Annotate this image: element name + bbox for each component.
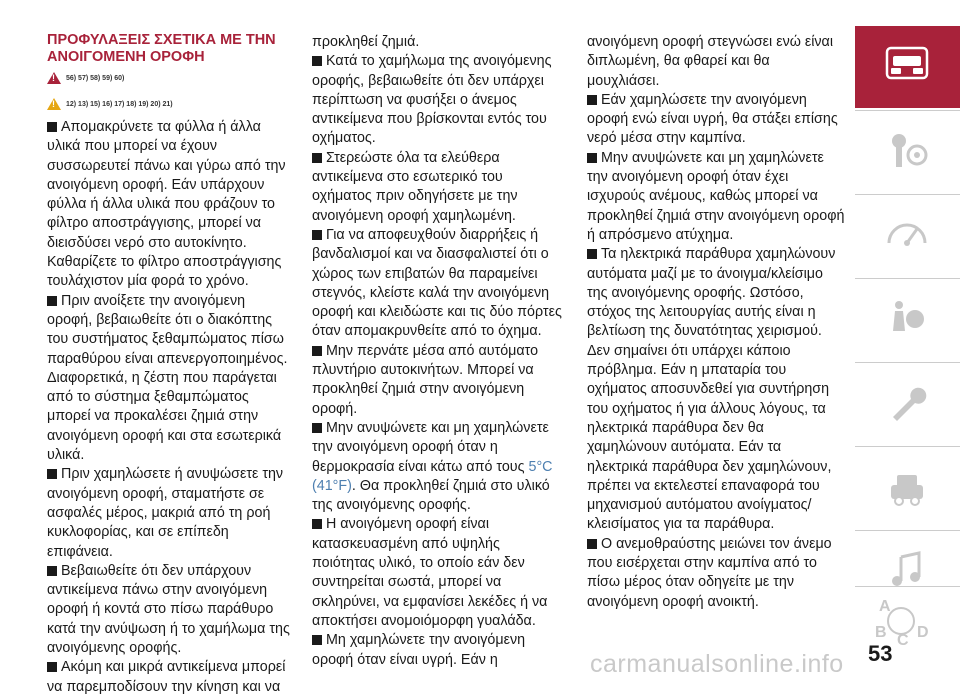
key-steering-icon	[885, 129, 929, 173]
warning-refs-red	[47, 72, 124, 84]
tab-wrench-tools[interactable]	[855, 362, 960, 445]
paragraph: Τα ηλεκτρικά παράθυρα χαμηλώνουν αυτόματα μαζί με το άνοιγμα/κλείσιμο της ανοιγόμενης οροφής. Ωστόσο, στόχος της λειτουργίας αυτής είναι η βελτίωση της δυνατότητας χειρισμού. Δεν σημαίνει ότι υπάρχει κάποιο πρόβλημα. Εάν η μπαταρία του οχήματος αποσυνδεθεί για συντήρηση του οχήματος ή για άλλους λόγους, τα ηλεκτρικά παράθυρα δεν θα χαμηλώνουν αυτόματα. Εάν τα ηλεκτρικά παράθυρα δεν χαμηλώνουν, πρέπει να εκτελεστεί επαναφορά του μηχανισμού αυτόματου ανοίγματος/κλεισίματος για τα παράθυρα.	[587, 246, 836, 533]
paragraph: Μην ανυψώνετε και μη χαμηλώνετε την ανοιγόμενη οροφή όταν η θερμοκρασία είναι κάτω από τους 5°C (41°F). Θα προκληθεί ζημιά στο υλικό της ανοιγόμενης οροφής.	[312, 419, 553, 514]
warning-refs-text: 56) 57) 58) 59) 60)	[66, 74, 125, 82]
svg-text:B: B	[875, 624, 887, 641]
caution-triangle-icon	[47, 98, 61, 110]
temperature-unit: 5°C (41°F)	[312, 458, 553, 494]
car-interior-icon	[885, 44, 929, 84]
bullet-square-icon	[587, 153, 597, 163]
bullet-square-icon	[47, 662, 57, 672]
paragraph: Κατά το χαμήλωμα της ανοιγόμενης οροφής, βεβαιωθείτε ότι δεν υπάρχει περίπτωση να φυσήξει ο άνεμος αντικείμενα που βρίσκονται εντός του οχήματος.	[312, 53, 552, 147]
caution-refs-yellow	[47, 98, 173, 110]
paragraph: Μη χαμηλώνετε την ανοιγόμενη οροφή όταν είναι υγρή. Εάν η	[312, 632, 526, 668]
paragraph: Ο ανεμοθραύστης μειώνει τον άνεμο που εισέρχεται στην καμπίνα από το πίσω μέρος όταν οδηγείτε με την ανοιγόμενη οροφή ανοικτή.	[587, 535, 832, 610]
svg-text:A: A	[879, 598, 891, 615]
tab-maintenance[interactable]	[855, 446, 960, 529]
bullet-square-icon	[47, 566, 57, 576]
bullet-square-icon	[587, 249, 597, 259]
paragraph: Πριν χαμηλώσετε ή ανυψώσετε την ανοιγόμενη οροφή, σταματήστε σε ασφαλές μέρος, μακριά από τη ροή κυκλοφορίας, και σε επίπεδη επιφάνεια.	[47, 466, 284, 560]
paragraph: Μην ανυψώνετε και μη χαμηλώνετε την ανοιγόμενη οροφή όταν έχει ισχυρούς ανέμους, καθώς μπορεί να προκληθεί ζημιά στην ανοιγόμενη οροφή ή απρόσμενο ατύχημα.	[587, 149, 845, 243]
bullet-square-icon	[312, 56, 322, 66]
text-column-3	[587, 33, 845, 612]
paragraph: Εάν χαμηλώσετε την ανοιγόμενη οροφή ενώ είναι υγρή, θα στάξει επίσης νερό μέσα στην καμπίνα.	[587, 91, 838, 147]
watermark: carmanualsonline.info	[590, 650, 844, 678]
paragraph: Μην περνάτε μέσα από αυτόματο πλυντήριο αυτοκινήτων. Μπορεί να προκληθεί ζημιά στην ανοιγόμενη οροφή.	[312, 342, 539, 417]
maintenance-icon	[885, 465, 929, 509]
paragraph: ανοιγόμενη οροφή στεγνώσει ενώ είναι διπλωμένη, θα φθαρεί και θα μουχλιάσει.	[587, 34, 833, 89]
bullet-square-icon	[312, 153, 322, 163]
tab-dashboard[interactable]	[855, 194, 960, 277]
page-number: 53	[868, 641, 893, 666]
wrench-tools-icon	[885, 381, 929, 425]
tab-warning-airbag[interactable]	[855, 278, 960, 361]
paragraph: Για να αποφευχθούν διαρρήξεις ή βανδαλισμοί και να διασφαλιστεί ότι ο χώρος των επιβατών θα παραμείνει στεγνός, κλείστε καλά την ανοιγόμενη οροφή και κλειδώστε και τις δύο πόρτες όταν απομακρυνθείτε από το όχημα.	[312, 226, 562, 340]
paragraph: Βεβαιωθείτε ότι δεν υπάρχουν αντικείμενα πάνω στην ανοιγόμενη οροφή ή κοντά στο πίσω παράθυρο κατά την ανύψωση ή το χαμήλωμα της ανοιγόμενης οροφής.	[47, 562, 290, 657]
bullet-square-icon	[312, 346, 322, 356]
bullet-square-icon	[312, 230, 322, 240]
svg-text:D: D	[917, 624, 929, 641]
paragraph: προκληθεί ζημιά.	[312, 34, 420, 50]
paragraph: Απομακρύνετε τα φύλλα ή άλλα υλικά που μπορεί να έχουν συσσωρευτεί πάνω και γύρω από την ανοιγόμενη οροφή. Εάν υπάρχουν φύλλα ή άλλα υλικά που φράζουν το φίλτρο αποστράγγισης, μπορεί να διεισδύσει νερό στο αυτοκίνητο. Καθαρίζετε το φίλτρο αποστράγγισης τουλάχιστον μία φορά το χρόνο.	[47, 119, 286, 290]
text-column-1	[47, 118, 290, 697]
bullet-square-icon	[47, 122, 57, 132]
text-column-2	[312, 33, 562, 670]
section-heading: ΠΡΟΦΥΛΑΞΕΙΣ ΣΧΕΤΙΚΑ ΜΕ ΤΗΝ ΑΝΟΙΓΟΜΕΝΗ ΟΡΟΦΗ	[47, 32, 276, 65]
bullet-square-icon	[587, 95, 597, 105]
bullet-square-icon	[312, 423, 322, 433]
warning-triangle-icon	[47, 72, 61, 84]
bullet-square-icon	[587, 539, 597, 549]
dashboard-gauge-icon	[885, 213, 929, 253]
bullet-square-icon	[312, 635, 322, 645]
paragraph: Η ανοιγόμενη οροφή είναι κατασκευασμένη από υψηλής ποιότητας υλικό, το οποίο εάν δεν συντηρείται σωστά, μπορεί να σκληρύνει, να εμφανίσει λεκέδες ή να αποκτήσει ανομοιόμορφη γυαλάδα.	[312, 516, 548, 629]
tab-car-interior[interactable]	[855, 26, 960, 108]
svg-text:C: C	[897, 632, 909, 649]
caution-refs-text: 12) 13) 15) 16) 17) 18) 19) 20) 21)	[66, 100, 173, 108]
tab-key-steering[interactable]	[855, 110, 960, 193]
bullet-square-icon	[47, 296, 57, 306]
warning-airbag-icon	[885, 297, 929, 341]
paragraph: Ακόμη και μικρά αντικείμενα μπορεί να παρεμποδίσουν την κίνηση και να	[47, 659, 286, 695]
paragraph: Πριν ανοίξετε την ανοιγόμενη οροφή, βεβαιωθείτε ότι ο διακόπτης του συστήματος ξεθαμπώματος πίσω παραθύρου είναι απενεργοποιημένος. Διαφορετικά, η ζέστη που παράγεται από το σύστημα ξεθαμπώματος μπορεί να προκαλέσει ζημιά στην ανοιγόμενη οροφή και στα εσωτερικά υλικά.	[47, 292, 288, 464]
paragraph: Στερεώστε όλα τα ελεύθερα αντικείμενα στο εσωτερικό του οχήματος πριν οδηγήσετε με την ανοιγόμενη οροφή χαμηλωμένη.	[312, 149, 518, 224]
bullet-square-icon	[312, 519, 322, 529]
bullet-square-icon	[47, 469, 57, 479]
